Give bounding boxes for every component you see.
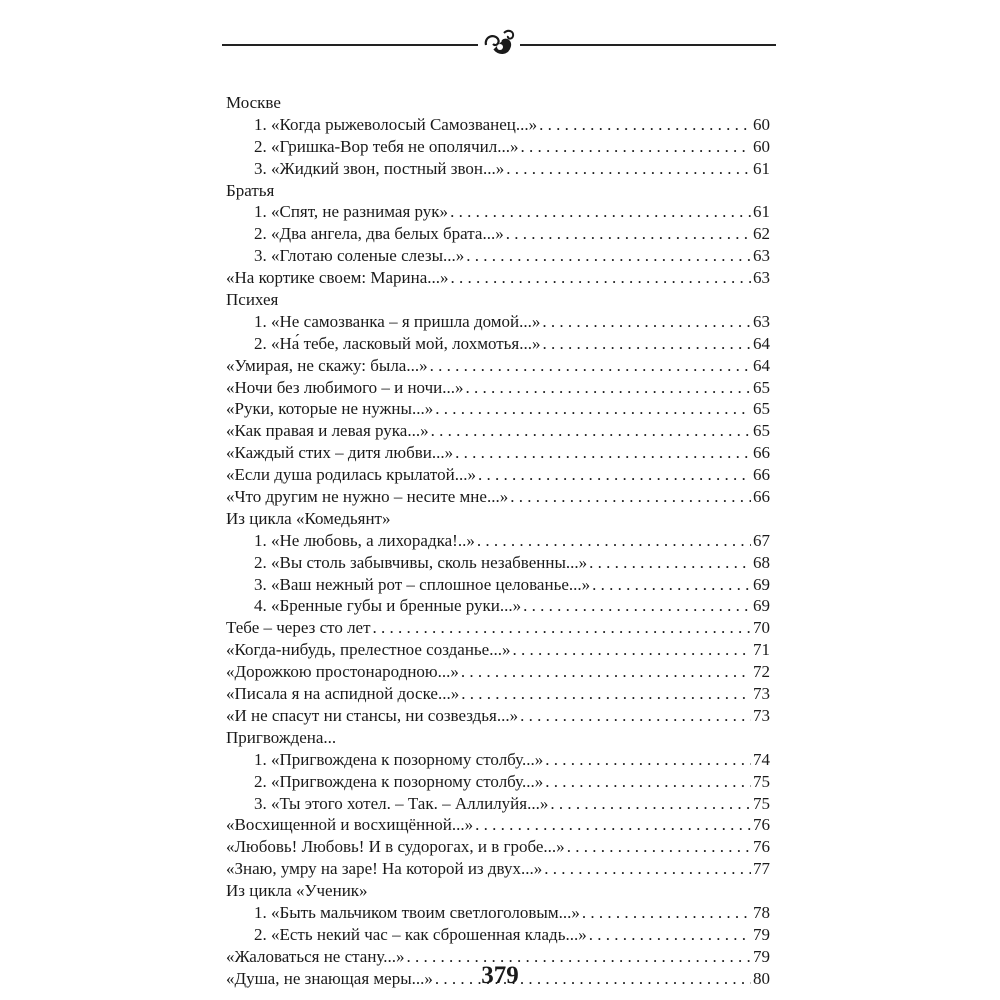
toc-entry-page: 63 — [753, 268, 770, 288]
toc-entry-page: 75 — [753, 793, 770, 813]
toc-entry — [226, 880, 770, 902]
toc-entry-page: 68 — [753, 552, 770, 572]
dot-leader — [542, 311, 751, 333]
dot-leader — [589, 924, 751, 946]
toc-entry-page: 63 — [753, 246, 770, 266]
toc-entry-title: «Если душа родилась крылатой...» — [226, 465, 476, 485]
toc-entry — [226, 574, 770, 596]
toc-entry-title: «Каждый стих – дитя любви...» — [226, 443, 454, 463]
toc-entry-title: 1. «Не любовь, а лихорадка!..» — [254, 530, 475, 550]
toc-entry-title: 3. «Ты этого хотел. – Так. – Аллилуйя...» — [254, 793, 549, 813]
toc-entry — [226, 136, 770, 158]
dot-leader — [461, 661, 751, 683]
dot-leader — [450, 201, 751, 223]
toc-entry — [226, 530, 770, 552]
toc-entry-title: «Восхищенной и восхищённой...» — [226, 815, 474, 835]
toc-entry-page: 66 — [753, 443, 770, 463]
toc-entry-title: Из цикла «Ученик» — [226, 881, 368, 901]
toc-entry-title: Братья — [226, 180, 275, 200]
toc-entry-title: «Ночи без любимого – и ночи...» — [226, 377, 464, 397]
toc-entry-page: 74 — [753, 749, 770, 769]
toc-entry-title: «Любовь! Любовь! И в судорогах, и в гробе...» — [226, 837, 565, 857]
toc-entry-page: 69 — [753, 596, 770, 616]
toc-entry-title: 2. «Пригвождена к позорному столбу...» — [254, 771, 544, 791]
toc-entry-page: 65 — [753, 377, 770, 397]
toc-entry-title: «Как правая и левая рука...» — [226, 421, 429, 441]
dot-leader — [512, 639, 751, 661]
toc-entry — [226, 333, 770, 355]
toc-entry-title: Психея — [226, 290, 279, 310]
toc-entry-title: Москве — [226, 93, 281, 112]
toc-entry — [226, 420, 770, 442]
dot-leader — [475, 814, 751, 836]
header-rule-left — [222, 44, 478, 46]
toc-entry — [226, 245, 770, 267]
toc-entry — [226, 464, 770, 486]
toc-entry — [226, 639, 770, 661]
toc-entry-title: 1. «Когда рыжеволосый Самозванец...» — [254, 114, 538, 134]
dot-leader — [543, 333, 752, 355]
dot-leader — [592, 574, 751, 596]
dot-leader — [567, 836, 751, 858]
toc-entry-page: 70 — [753, 618, 770, 638]
toc-entry-page: 69 — [753, 574, 770, 594]
toc-entry-page: 62 — [753, 224, 770, 244]
toc-entry — [226, 267, 770, 289]
dot-leader — [506, 223, 751, 245]
toc-entry — [226, 595, 770, 617]
toc-entry-title: 1. «Не самозванка – я пришла домой...» — [254, 311, 541, 331]
toc-entry-title: 1. «Спят, не разнимая рук» — [254, 202, 449, 222]
toc-entry-title: 3. «Жидкий звон, постный звон...» — [254, 158, 505, 178]
dot-leader — [589, 552, 751, 574]
dot-leader — [431, 420, 751, 442]
toc-entry-title: Из цикла «Комедьянт» — [226, 508, 391, 528]
toc-entry — [226, 661, 770, 683]
dot-leader — [520, 136, 751, 158]
toc-entry-title: «Умирая, не скажу: была...» — [226, 355, 428, 375]
dot-leader — [478, 464, 751, 486]
toc-entry-title: 2. «На́ тебе, ласковый мой, лохмотья...» — [254, 333, 541, 353]
dot-leader — [451, 267, 752, 289]
page-number: 379 — [481, 962, 519, 989]
toc-entry — [226, 727, 770, 749]
toc-entry — [226, 749, 770, 771]
toc-entry — [226, 442, 770, 464]
dot-leader — [466, 245, 751, 267]
dot-leader — [582, 902, 751, 924]
dot-leader — [544, 858, 751, 880]
toc-entry-page: 66 — [753, 487, 770, 507]
toc-entry-page: 64 — [753, 355, 770, 375]
dot-leader — [550, 793, 751, 815]
toc-entry-page: 61 — [753, 202, 770, 222]
toc-entry-title: «Когда-нибудь, прелестное созданье...» — [226, 640, 511, 660]
toc-entry-page: 72 — [753, 662, 770, 682]
toc-entry — [226, 289, 770, 311]
toc-entry-page: 76 — [753, 837, 770, 857]
toc-entry — [226, 902, 770, 924]
toc-entry-title: «Что другим не нужно – несите мне...» — [226, 487, 509, 507]
toc-entry-page: 77 — [753, 859, 770, 879]
toc-entry-page: 71 — [753, 640, 770, 660]
toc-entry-page: 76 — [753, 815, 770, 835]
toc-entry — [226, 92, 770, 114]
toc-entry — [226, 201, 770, 223]
toc-entry-title: 1. «Быть мальчиком твоим светлоголовым...» — [254, 902, 580, 922]
toc-entry-title: 2. «Есть некий час – как сброшенная кладь...» — [254, 924, 587, 944]
toc-entry-page: 75 — [753, 771, 770, 791]
toc-entry — [226, 924, 770, 946]
toc-entry — [226, 398, 770, 420]
toc-entry — [226, 355, 770, 377]
toc-entry — [226, 158, 770, 180]
dot-leader — [461, 683, 751, 705]
toc-entry — [226, 793, 770, 815]
dot-leader — [466, 377, 751, 399]
dot-leader — [545, 771, 751, 793]
toc-entry — [226, 771, 770, 793]
toc-entry-title: 3. «Ваш нежный рот – сплошное целованье...» — [254, 574, 591, 594]
toc-entry-page: 66 — [753, 465, 770, 485]
toc-entry — [226, 114, 770, 136]
toc-entry-page: 78 — [753, 902, 770, 922]
toc-entry-title: 2. «Вы столь забывчивы, сколь незабвенны...» — [254, 552, 588, 572]
toc-entry-page: 63 — [753, 311, 770, 331]
toc-entry-page: 60 — [753, 136, 770, 156]
toc-entry-title: 2. «Гришка-Вор тебя не ополячил...» — [254, 136, 519, 156]
toc-entry — [226, 617, 770, 639]
toc-entry — [226, 223, 770, 245]
toc-entry — [226, 377, 770, 399]
toc-entry-title: «На кортике своем: Марина...» — [226, 268, 449, 288]
toc-entry-title: «Душа, не знающая меры...» — [226, 968, 433, 988]
toc-entry — [226, 683, 770, 705]
toc-entry-title: «Руки, которые не нужны...» — [226, 399, 434, 419]
header-rule-right — [520, 44, 776, 46]
dot-leader — [523, 595, 751, 617]
toc-entry — [226, 180, 770, 202]
toc-entry — [226, 311, 770, 333]
toc-entry-page: 61 — [753, 158, 770, 178]
toc-entry — [226, 858, 770, 880]
toc-entry — [226, 552, 770, 574]
toc-entry-title: 4. «Бренные губы и бренные руки...» — [254, 596, 522, 616]
toc-entry-title: «Знаю, умру на заре! На которой из двух...» — [226, 859, 543, 879]
toc-entry-title: «Жаловаться не стану...» — [226, 946, 405, 966]
dot-leader — [545, 749, 751, 771]
toc-entry-page: 67 — [753, 530, 770, 550]
toc-entry — [226, 814, 770, 836]
toc-entry-page: 65 — [753, 421, 770, 441]
dot-leader — [539, 114, 751, 136]
table-of-contents — [226, 92, 770, 990]
dot-leader — [477, 530, 751, 552]
toc-entry-title: Пригвождена... — [226, 727, 337, 747]
toc-entry-page: 73 — [753, 684, 770, 704]
toc-entry-page: 80 — [753, 968, 770, 988]
dot-leader — [435, 398, 751, 420]
toc-entry-title: «И не спасут ни стансы, ни созвездья...» — [226, 705, 519, 725]
toc-entry-page: 64 — [753, 333, 770, 353]
toc-entry-title: Тебе – через сто лет — [226, 618, 371, 638]
dot-leader — [520, 705, 751, 727]
dot-leader — [373, 617, 751, 639]
toc-entry — [226, 836, 770, 858]
flourish-ornament-icon — [480, 25, 520, 59]
toc-entry-page: 73 — [753, 705, 770, 725]
toc-entry — [226, 508, 770, 530]
toc-entry — [226, 486, 770, 508]
dot-leader — [430, 355, 751, 377]
dot-leader — [510, 486, 751, 508]
toc-entry-title: 3. «Глотаю соленые слезы...» — [254, 246, 465, 266]
toc-entry-title: 1. «Пригвождена к позорному столбу...» — [254, 749, 544, 769]
toc-entry-page: 60 — [753, 114, 770, 134]
toc-entry-title: «Писала я на аспидной доске...» — [226, 684, 460, 704]
toc-entry-title: 2. «Два ангела, два белых брата...» — [254, 224, 504, 244]
toc-entry-page: 79 — [753, 924, 770, 944]
toc-entry-page: 79 — [753, 946, 770, 966]
dot-leader — [506, 158, 751, 180]
toc-entry — [226, 705, 770, 727]
toc-entry-title: «Дорожкою простонародною...» — [226, 662, 459, 682]
dot-leader — [455, 442, 751, 464]
toc-entry-page: 65 — [753, 399, 770, 419]
